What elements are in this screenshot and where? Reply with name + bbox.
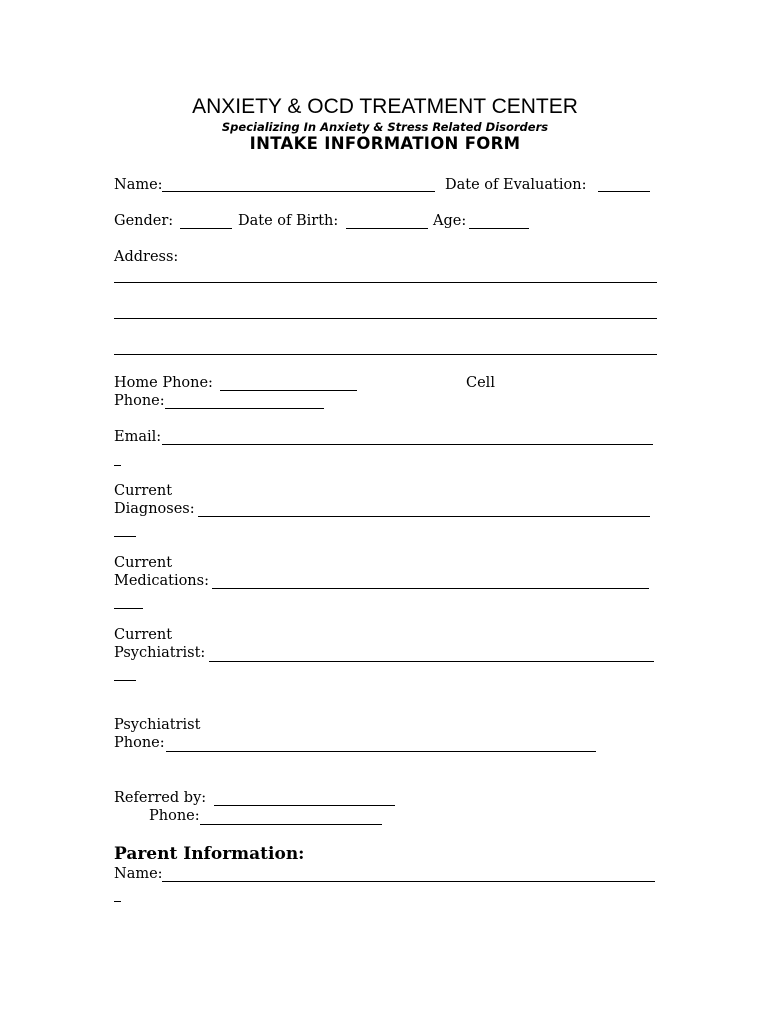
medications-label-line2: Medications: <box>114 573 209 589</box>
center-title: ANXIETY & OCD TREATMENT CENTER <box>192 95 578 118</box>
psychiatrist-phone-label-line1: Psychiatrist <box>114 717 201 733</box>
medications-field-overflow <box>114 608 143 609</box>
center-subtitle: Specializing In Anxiety & Stress Related Disorders <box>221 120 549 134</box>
home-phone-label: Home Phone: <box>114 375 213 391</box>
cell-phone-field[interactable] <box>165 408 324 409</box>
diagnoses-field-overflow <box>114 536 136 537</box>
parent-info-heading: Parent Information: <box>114 844 305 864</box>
medications-field[interactable] <box>212 588 649 589</box>
email-label: Email: <box>114 429 162 445</box>
medications-label-line1: Current <box>114 555 173 571</box>
address-label: Address: <box>114 249 179 265</box>
address-line-3[interactable] <box>114 354 657 355</box>
parent-name-field[interactable] <box>162 881 655 882</box>
psychiatrist-label-line2: Psychiatrist: <box>114 645 206 661</box>
name-field[interactable] <box>162 191 435 192</box>
home-phone-field[interactable] <box>220 390 357 391</box>
cell-phone-label: Phone: <box>114 393 165 409</box>
referral-phone-label: Phone: <box>149 808 200 824</box>
email-field[interactable] <box>162 444 653 445</box>
email-field-overflow <box>114 465 121 466</box>
diagnoses-label-line2: Diagnoses: <box>114 501 195 517</box>
address-line-1[interactable] <box>114 282 657 283</box>
diagnoses-label-line1: Current <box>114 483 173 499</box>
name-label: Name: <box>114 177 163 193</box>
cell-label: Cell <box>466 375 495 391</box>
date-of-birth-field[interactable] <box>346 228 428 229</box>
referred-by-field[interactable] <box>214 805 395 806</box>
gender-label: Gender: <box>114 213 174 229</box>
age-label: Age: <box>433 213 467 229</box>
psychiatrist-phone-label-line2: Phone: <box>114 735 165 751</box>
parent-name-field-overflow <box>114 901 121 902</box>
psychiatrist-field[interactable] <box>209 661 654 662</box>
psychiatrist-label-line1: Current <box>114 627 173 643</box>
age-field[interactable] <box>469 228 529 229</box>
referred-by-label: Referred by: <box>114 790 207 806</box>
form-title: INTAKE INFORMATION FORM <box>249 134 521 153</box>
address-line-2[interactable] <box>114 318 657 319</box>
gender-field[interactable] <box>180 228 232 229</box>
diagnoses-field[interactable] <box>198 516 650 517</box>
parent-name-label: Name: <box>114 866 163 882</box>
psychiatrist-phone-field[interactable] <box>166 751 596 752</box>
date-of-birth-label: Date of Birth: <box>238 213 339 229</box>
psychiatrist-field-overflow <box>114 680 136 681</box>
date-of-evaluation-field[interactable] <box>598 191 650 192</box>
referral-phone-field[interactable] <box>200 824 382 825</box>
date-of-evaluation-label: Date of Evaluation: <box>445 177 587 193</box>
